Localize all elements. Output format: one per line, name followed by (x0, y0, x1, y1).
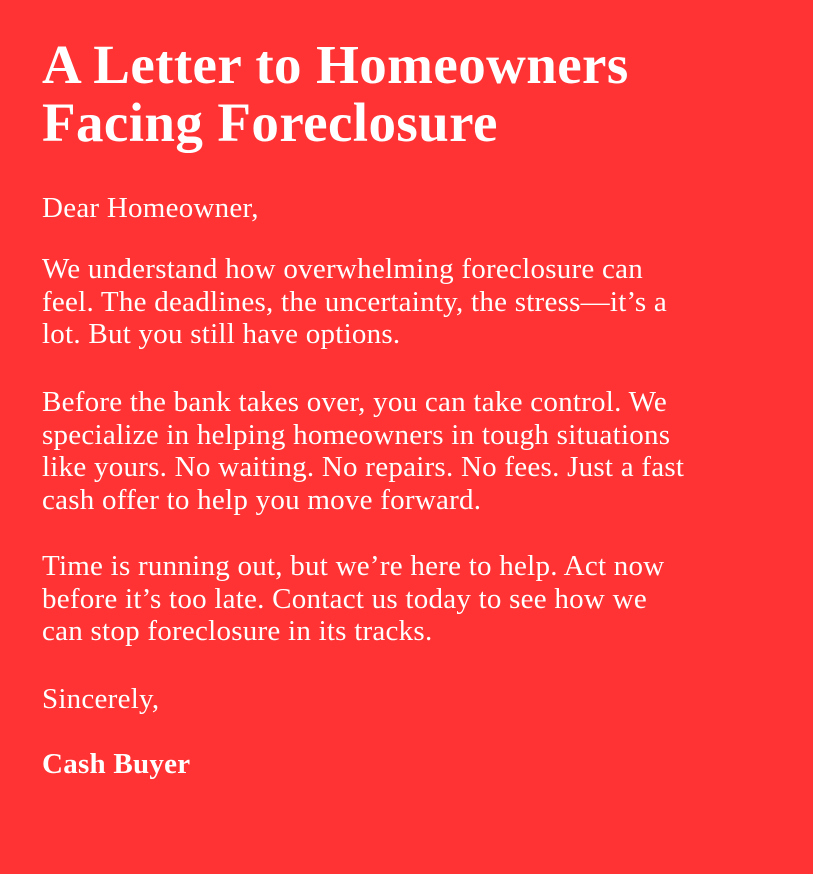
text-line: specialize in helping homeowners in tough situations (42, 418, 671, 451)
text-line: We understand how overwhelming foreclosure can (42, 253, 644, 285)
title-line: Facing Foreclosure (42, 92, 498, 153)
signature: Cash Buyer (42, 748, 191, 780)
paragraph-1 (42, 253, 667, 351)
closing: Sincerely, (42, 683, 160, 715)
paragraph-2 (42, 386, 684, 516)
text-line: feel. The deadlines, the uncertainty, the stress—it’s a (42, 285, 667, 318)
text-line: can stop foreclosure in its tracks. (42, 615, 433, 647)
text-line: before it’s too late. Contact us today to see how we (42, 582, 647, 615)
text-line: cash offer to help you move forward. (42, 483, 482, 516)
text-line: lot. But you still have options. (42, 318, 401, 350)
text-line: Before the bank takes over, you can take control. We (42, 386, 667, 418)
salutation: Dear Homeowner, (42, 192, 259, 224)
paragraph-3 (42, 550, 664, 648)
text-line: Time is running out, but we’re here to help. Act now (42, 550, 665, 582)
title-line: A Letter to Homeowners (42, 34, 629, 95)
letter-title (42, 36, 629, 152)
text-line: like yours. No waiting. No repairs. No fees. Just a fast (42, 451, 685, 483)
